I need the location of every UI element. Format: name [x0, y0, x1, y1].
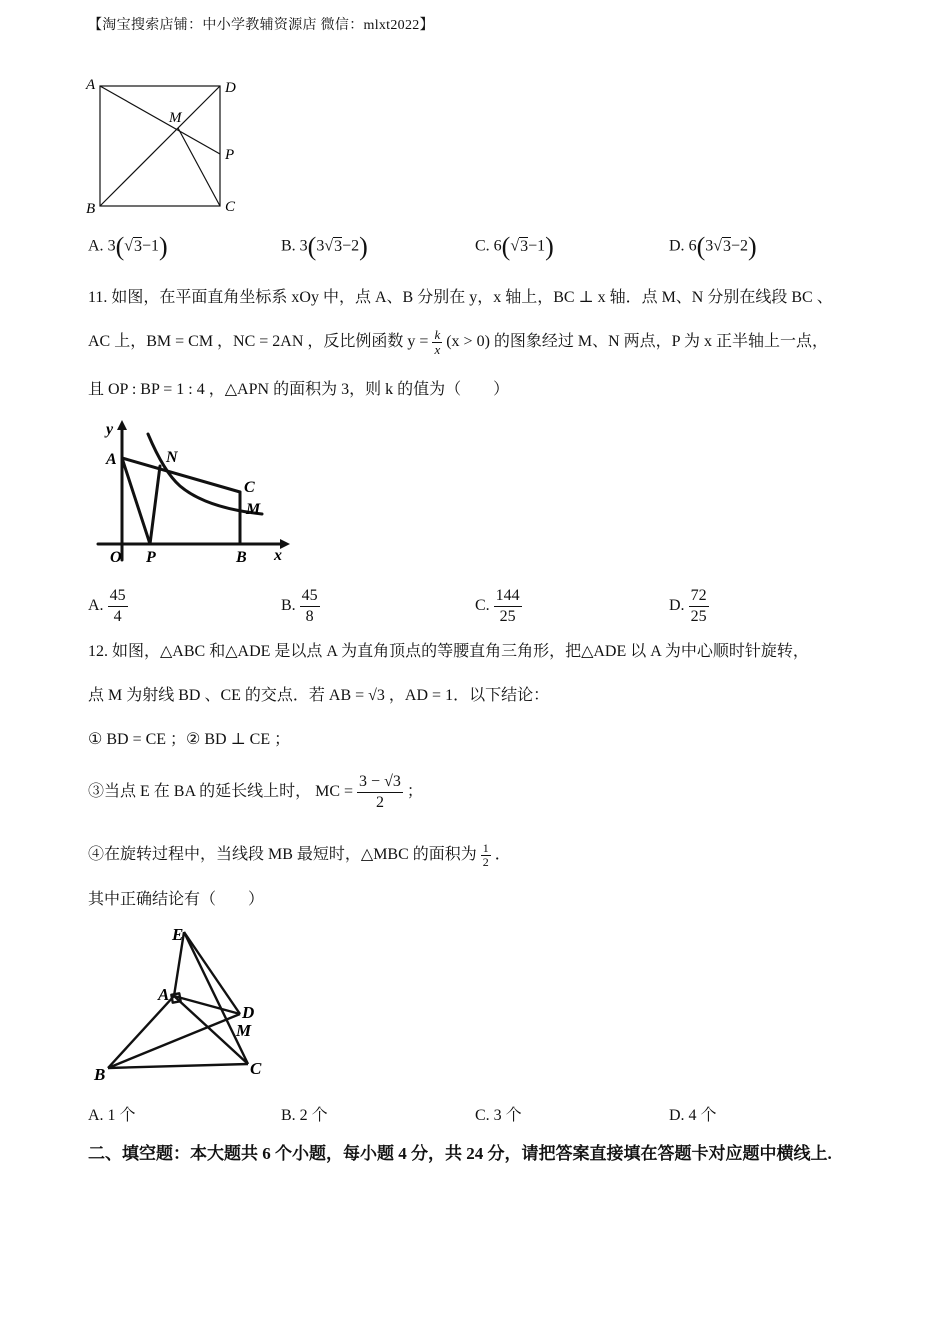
section-2-heading: 二、填空题：本大题共 6 个小题，每小题 4 分，共 24 分，请把答案直接填在答题卡对应题中横线上. [88, 1144, 832, 1163]
q12-line-1: 12. 如图，△ABC 和△ADE 是以点 A 为直角顶点的等腰直角三角形，把△ADE 以 A 为中心顺时针旋转， [88, 643, 809, 660]
segment-ba [108, 996, 174, 1068]
q12-option-d[interactable]: D. 4 个 [669, 1107, 717, 1124]
hyperbola-curve [148, 434, 262, 514]
segment-ap [122, 458, 150, 544]
page-header: 【淘宝搜索店铺：中小学教辅资源店 微信：mlxt2022】 [88, 18, 434, 33]
segment-bc [108, 1064, 248, 1068]
label-y: y [106, 421, 114, 438]
segment-pn [150, 466, 160, 544]
label-o: O [110, 549, 122, 566]
label-m: M [169, 110, 182, 126]
q12-line-2: 点 M 为射线 BD 、CE 的交点．若 AB = √3 ，AD = 1．以下结论： [88, 687, 550, 704]
q10-option-c[interactable]: C. 6(√3−1) [475, 232, 554, 261]
label-e: E [172, 925, 184, 944]
segment-bd [108, 1014, 240, 1068]
q12-figure [90, 918, 280, 1088]
q12-option-b[interactable]: B. 2 个 [281, 1107, 328, 1124]
q11-option-c[interactable]: C. $\frac{144}{25}$ [475, 587, 520, 625]
label-p: P [146, 549, 156, 566]
q12-line-6: 其中正确结论有（ ） [88, 891, 265, 908]
segment-mc [178, 128, 220, 206]
label-b: B [94, 1065, 106, 1084]
square-figure [80, 72, 250, 222]
label-c: C [225, 199, 236, 215]
label-a: A [106, 451, 117, 468]
q10-option-d[interactable]: D. 6(3√3−2) [669, 232, 757, 261]
label-m: M [236, 1021, 252, 1040]
label-b: B [236, 549, 247, 566]
label-c: C [244, 479, 255, 496]
label-d: D [242, 1003, 255, 1022]
q12-line-5: ④在旋转过程中，当线段 MB 最短时，△MBC 的面积为 $\frac{1}{2}$ ． [88, 841, 511, 869]
label-a: A [86, 77, 96, 93]
q12-line-3: ① BD = CE ；② BD ⊥ CE ； [88, 731, 291, 748]
segment-ap [100, 86, 220, 154]
segment-ec [184, 932, 248, 1064]
label-b: B [86, 201, 96, 217]
q12-line-4: ③当点 E 在 BA 的延长线上时， MC = $\frac{3 - √3}{2}$ ； [88, 773, 423, 811]
q10-option-b[interactable]: B. 3(3√3−2) [281, 232, 368, 261]
q12-option-a[interactable]: A. 1 个 [88, 1107, 136, 1124]
label-c: C [250, 1059, 262, 1078]
q11-option-b[interactable]: B. $\frac{45}{8}$ [281, 587, 318, 625]
q11-figure [94, 420, 294, 570]
label-n: N [166, 449, 178, 466]
y-axis-arrow [117, 420, 127, 430]
label-d: D [225, 80, 236, 96]
label-x: x [274, 547, 282, 564]
q10-option-a[interactable]: A. 3(√3−1) [88, 232, 168, 261]
q12-option-c[interactable]: C. 3 个 [475, 1107, 522, 1124]
q11-option-d[interactable]: D. $\frac{72}{25}$ [669, 587, 707, 625]
label-p: P [225, 147, 235, 163]
q11-line-1: 11. 如图，在平面直角坐标系 xOy 中，点 A、B 分别在 y，x 轴上，BC ⊥ x 轴．点 M、N 分别在线段 BC 、 [88, 289, 833, 306]
q11-line-3: 且 OP : BP = 1 : 4 ，△APN 的面积为 3，则 k 的值为（ ） [88, 381, 510, 398]
q11-option-a[interactable]: A. $\frac{45}{4}$ [88, 587, 126, 625]
diagonal-bd [100, 86, 220, 206]
q11-line-2: AC 上，BM = CM ，NC = 2AN ，反比例函数 y = $\frac{k}{x}$ (x > 0) 的图象经过 M、N 两点，P 为 x 正半轴上一点， [88, 327, 828, 357]
label-m: M [246, 501, 261, 518]
label-a: A [158, 985, 170, 1004]
